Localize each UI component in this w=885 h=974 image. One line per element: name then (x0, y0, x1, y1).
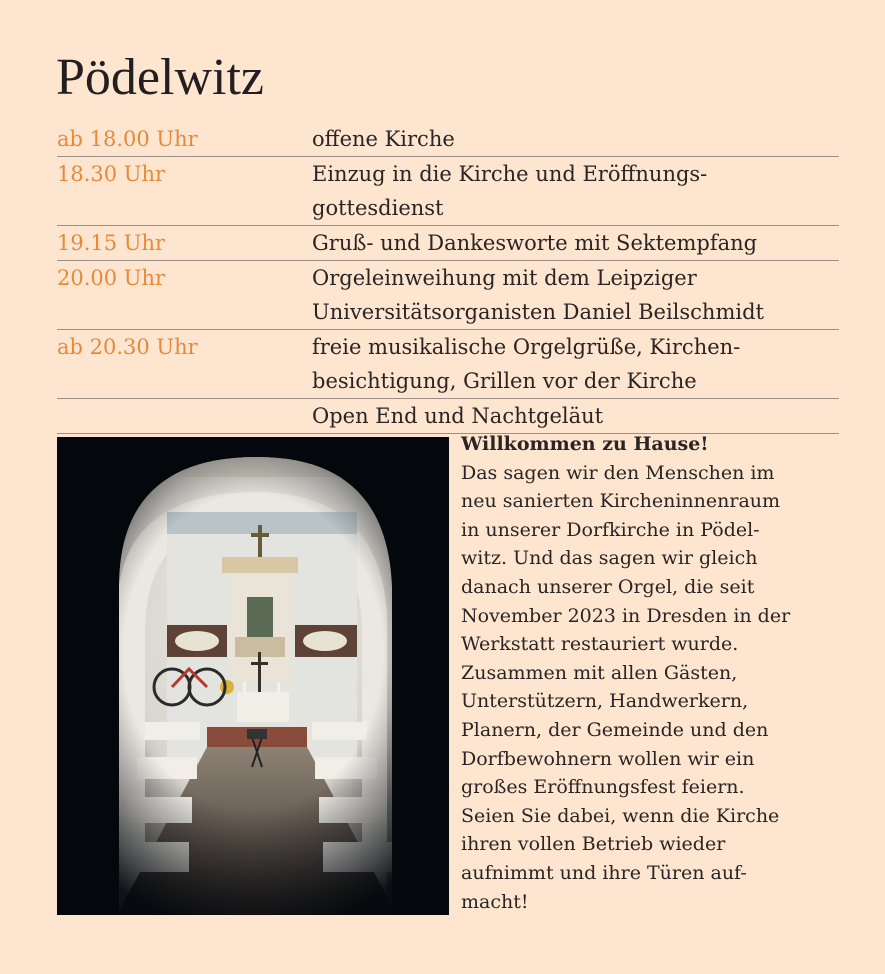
article-line: macht! (461, 890, 529, 913)
article-headline: Willkommen zu Hause! (461, 433, 709, 455)
article-line: Zusammen mit allen Gästen, (461, 661, 738, 684)
article-line: ihren vollen Betrieb wieder (461, 833, 726, 856)
schedule-time: ab 18.00 Uhr (57, 127, 198, 151)
article-line: Das sagen wir den Menschen im (461, 461, 775, 484)
article-line: witz. Und das sagen wir gleich (461, 547, 758, 570)
schedule-row (57, 261, 839, 330)
welcome-article (461, 430, 861, 916)
schedule-description (312, 122, 839, 156)
article-line: Seien Sie dabei, wenn die Kirche (461, 804, 780, 827)
article-line: neu sanierten Kircheninnenraum (461, 490, 781, 513)
schedule-description-line: Gruß- und Dankesworte mit Sektempfang (312, 231, 758, 255)
schedule-description (312, 226, 839, 260)
schedule-description-line: freie musikalische Orgelgrüße, Kirchen- (312, 335, 741, 359)
schedule-description-line: Einzug in die Kirche und Eröffnungs- (312, 162, 708, 186)
schedule-row (57, 399, 839, 434)
article-line: Unterstützern, Handwerkern, (461, 690, 749, 713)
schedule-description-line: offene Kirche (312, 127, 455, 151)
article-line: aufnimmt und ihre Türen auf- (461, 861, 747, 884)
article-line: November 2023 in Dresden in der (461, 604, 791, 627)
schedule-row (57, 226, 839, 261)
article-line: großes Eröffnungsfest feiern. (461, 776, 745, 799)
schedule-row (57, 122, 839, 157)
schedule-time: 18.30 Uhr (57, 162, 166, 186)
schedule-time: 19.15 Uhr (57, 231, 166, 255)
schedule-time (57, 399, 312, 433)
article-line: Werkstatt restauriert wurde. (461, 633, 739, 656)
schedule-row (57, 157, 839, 226)
schedule-description-line: Open End und Nachtgeläut (312, 404, 604, 428)
event-schedule (57, 122, 839, 434)
schedule-row (57, 330, 839, 399)
schedule-description (312, 399, 839, 433)
schedule-description (312, 157, 839, 225)
schedule-time: ab 20.30 Uhr (57, 335, 198, 359)
article-line: danach unserer Orgel, die seit (461, 575, 755, 598)
article-line: in unserer Dorfkirche in Pödel- (461, 518, 760, 541)
schedule-description (312, 330, 839, 398)
schedule-description (312, 261, 839, 329)
church-interior-photo (57, 437, 449, 915)
keyhole-view-illustration (57, 437, 449, 915)
schedule-description-line: besichtigung, Grillen vor der Kirche (312, 369, 697, 393)
schedule-time: 20.00 Uhr (57, 266, 166, 290)
page-title: Pödelwitz (56, 49, 264, 106)
article-line: Dorfbewohnern wollen wir ein (461, 747, 755, 770)
schedule-description-line: gottesdienst (312, 196, 444, 220)
article-line: Planern, der Gemeinde und den (461, 718, 769, 741)
schedule-description-line: Universitätsorganisten Daniel Beilschmidt (312, 300, 764, 324)
schedule-description-line: Orgeleinweihung mit dem Leipziger (312, 266, 697, 290)
